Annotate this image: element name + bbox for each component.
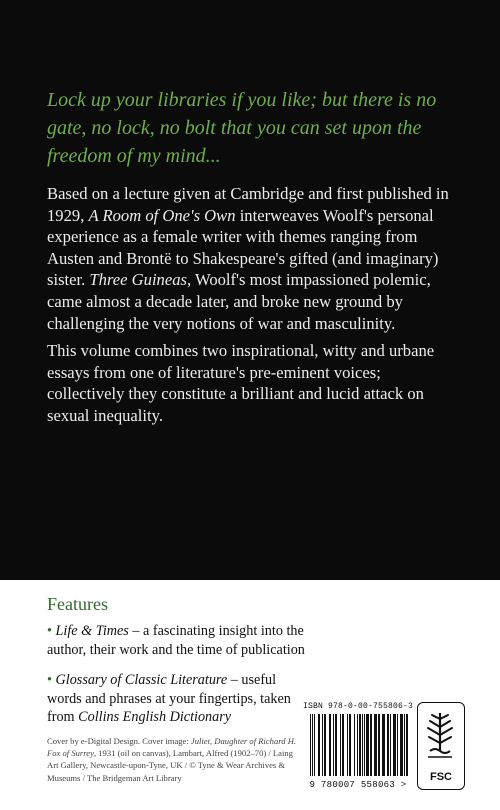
fsc-logo [417, 702, 465, 790]
epigraph-quote: Lock up your libraries if you like; but there is no gate, no lock, no bolt that you can set upon the freedom of my mind... [47, 89, 437, 167]
barcode-icon [304, 714, 412, 778]
feature-name: Glossary of Classic Literature [55, 672, 228, 688]
credits-text: , 1931 (oil on canvas), Lambart, Alfred (1902–70) / Laing Art Gallery, Newcastle-upon-Tyne, UK / © Tyne & Wear Archives & Museums / The Bridgeman Art Library [47, 748, 293, 783]
synopsis-paragraph-2: This volume combines two inspirational, witty and urbane essays from one of literature's pre-eminent voices; collectively they constitute a brilliant and lucid attack on sexual inequality. [47, 341, 435, 425]
isbn-number: ISBN 978-0-00-755806-3 [302, 702, 414, 711]
fsc-label: FSC [430, 771, 452, 783]
book-title-a-room: A Room of One's Own [88, 205, 236, 225]
features-panel [0, 580, 500, 810]
dictionary-name: Collins English Dictionary [78, 709, 232, 726]
fsc-tree-icon [418, 707, 463, 767]
feature-name: Life & Times [55, 623, 129, 639]
cover-credits [47, 735, 305, 784]
feature-description: – a fascinating insight into the author, their work and the time of publication [47, 623, 305, 658]
feature-description: – useful words and phrases at your fingertips, taken from [47, 672, 291, 726]
feature-glossary [47, 671, 309, 727]
credits-text: Cover by e-Digital Design. Cover image: [47, 736, 191, 746]
synopsis-text: interweaves Woolf's personal experience as a female writer with themes ranging from Austen and Brontë to Shakespeare's gifted (and imaginary) sister. [47, 205, 439, 290]
feature-life-and-times [47, 622, 309, 659]
bullet-icon: • [47, 672, 52, 688]
synopsis-text: Based on a lecture given at Cambridge and first published in 1929, [47, 184, 449, 225]
synopsis-paragraph-1 [47, 183, 457, 334]
isbn-barcode [300, 702, 416, 792]
barcode-digits: 9 780007 558063 > [309, 780, 407, 790]
synopsis-text: , Woolf's most impassioned polemic, came almost a decade later, and broke new ground by challenging the very notions of war and masculinity. [47, 270, 431, 333]
bullet-icon: • [47, 623, 52, 639]
cover-image-title: Juliet, Daughter of Richard H. Fox of Surrey [47, 736, 297, 759]
book-title-three-guineas: Three Guineas [89, 270, 187, 290]
features-heading: Features [47, 594, 108, 614]
